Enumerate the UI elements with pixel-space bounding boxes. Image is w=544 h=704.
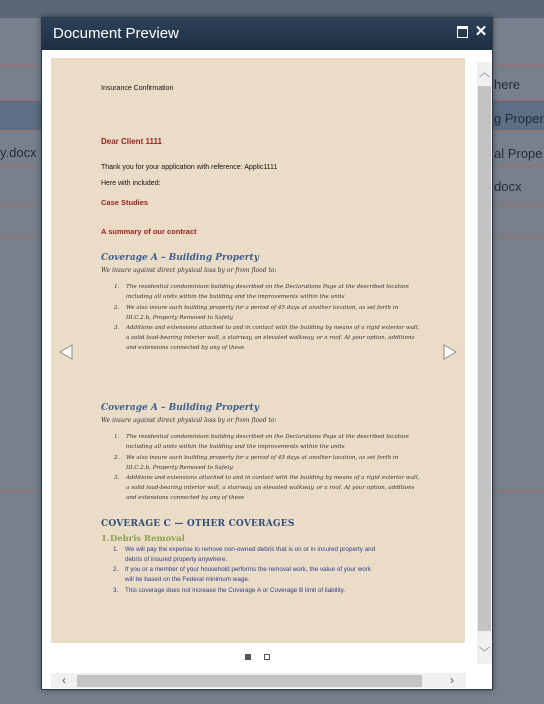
list-item: and extensions connected by any of these (126, 345, 245, 351)
list-item: This coverage does not increase the Coverage A or Coverage B limit of liability. (125, 587, 346, 594)
page-dot-1[interactable] (245, 654, 251, 660)
background-list-item[interactable]: here (494, 77, 521, 92)
page-dot-2[interactable] (264, 654, 270, 660)
next-page-button[interactable] (442, 343, 458, 361)
list-item: III.C.2.b, Property Removed to Safety. (126, 315, 234, 321)
list-item-number: 3. (114, 475, 120, 481)
maximize-icon (457, 26, 468, 38)
list-item: a solid load-bearing interior wall, a stairway, an elevated walkway, or a roof. At your option, additions (126, 335, 415, 341)
list-item: We will pay the expense to remove non-owned debris that is on or in insured property and (125, 546, 376, 553)
list-item: and extensions connected by any of these (126, 495, 245, 501)
debris-removal-heading: 1.Debris Removal (101, 534, 185, 544)
scroll-down-icon[interactable]: ﹀ (479, 647, 490, 659)
arrow-left-icon (58, 343, 74, 361)
summary-heading: A summary of our contract (101, 227, 197, 236)
list-item-number: 2. (114, 305, 120, 311)
greeting: Dear Client 1111 (101, 137, 162, 146)
list-item-number: 1. (113, 546, 119, 553)
arrow-right-icon (442, 343, 458, 361)
list-item-number: 1. (114, 284, 120, 290)
list-item-number: 3. (113, 587, 119, 594)
dialog-titlebar[interactable] (42, 18, 492, 50)
scroll-left-icon[interactable]: ‹ (62, 673, 66, 687)
background-topbar (0, 0, 544, 18)
scroll-right-icon[interactable]: › (450, 673, 454, 687)
thanks-text: Thank you for your application with reference: Applic1111 (101, 164, 278, 171)
list-item: If you or a member of your household performs the removal work, the value of your work (125, 566, 372, 573)
background-list-item[interactable]: g Proper (494, 111, 544, 126)
page-indicator (42, 654, 492, 664)
section-heading: Coverage A – Building Property (101, 403, 259, 413)
case-studies-heading: Case Studies (101, 198, 149, 207)
coverage-c-heading: COVERAGE C — OTHER COVERAGES (101, 519, 295, 529)
list-item-number: 1. (114, 434, 120, 440)
list-item: Additions and extensions attached to and in contact with the building by means of a rigid exterior wall, (126, 325, 420, 331)
document-viewport[interactable] (51, 58, 465, 643)
list-item: We also insure such building property for a period of 45 days at another location, as set forth in (126, 455, 399, 461)
list-item-number: 2. (114, 455, 120, 461)
list-item: Additions and extensions attached to and in contact with the building by means of a rigid exterior wall, (126, 475, 420, 481)
section-lead: We insure against direct physical loss by or from flood to: (101, 417, 277, 424)
list-item: debris of insured property anywhere. (125, 556, 228, 563)
background-list-item[interactable]: y.docx (0, 145, 37, 160)
list-item: III.C.2.b, Property Removed to Safety. (126, 465, 234, 471)
list-item-number: 3. (114, 325, 120, 331)
list-item: including all units within the building and the improvements within the units (126, 294, 345, 300)
document-header: Insurance Confirmation (101, 85, 174, 92)
document-preview-dialog (41, 17, 493, 690)
horizontal-scrollbar[interactable] (51, 673, 466, 688)
list-item: We also insure such building property for a period of 45 days at another location, as set forth in (126, 305, 399, 311)
background-list-item[interactable]: docx (494, 179, 522, 194)
list-item-number: 2. (113, 566, 119, 573)
maximize-button[interactable] (455, 24, 471, 40)
list-item: a solid load-bearing interior wall, a stairway, an elevated walkway, or a roof. At your option, additions (126, 485, 415, 491)
list-item: including all units within the building and the improvements within the units (126, 444, 345, 450)
list-item: will be based on the Federal minimum wage. (125, 576, 250, 583)
horizontal-scroll-thumb[interactable] (77, 675, 422, 687)
section-lead: We insure against direct physical loss by or from flood to: (101, 267, 277, 274)
scroll-up-icon[interactable]: ︿ (479, 67, 490, 79)
previous-page-button[interactable] (58, 343, 74, 361)
close-button[interactable]: ✕ (474, 23, 488, 40)
section-heading: Coverage A – Building Property (101, 253, 259, 263)
herewith-text: Here with included: (101, 180, 161, 187)
list-item: The residential condominium building described on the Declarations Page at the described location (126, 284, 409, 290)
vertical-scroll-thumb[interactable] (478, 86, 491, 631)
background-list-item[interactable]: al Prope (494, 146, 543, 161)
vertical-scrollbar[interactable] (477, 62, 492, 664)
list-item: The residential condominium building described on the Declarations Page at the described location (126, 434, 409, 440)
dialog-title: Document Preview (53, 25, 179, 42)
